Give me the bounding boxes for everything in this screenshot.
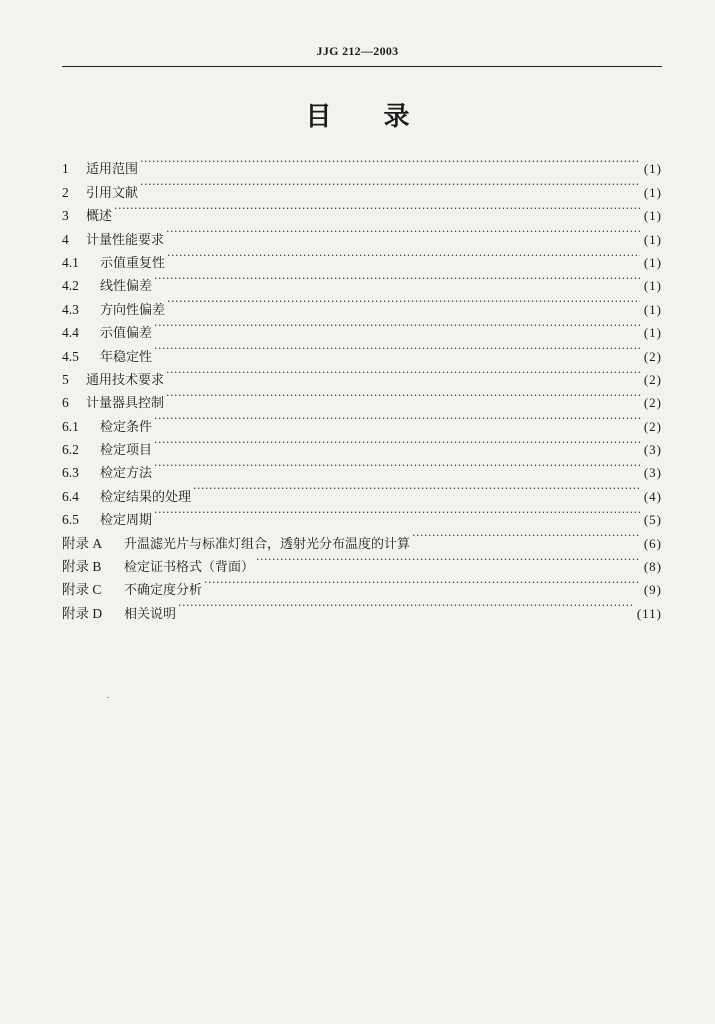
toc-entry-page: (1)	[643, 161, 662, 177]
toc-entry-number: 4	[62, 231, 69, 247]
toc-leader-dots	[412, 524, 640, 547]
toc-entry-number: 4.2	[62, 278, 79, 294]
toc-entry-label: 概述	[86, 209, 113, 225]
toc-leader-dots	[166, 384, 640, 407]
toc-leader-dots	[154, 407, 640, 430]
toc-entry-number: 1	[62, 161, 69, 177]
toc-leader-dots	[140, 150, 640, 173]
toc-entry-label: 计量性能要求	[86, 232, 165, 248]
toc-entry-number: 附录 B	[62, 559, 102, 575]
toc-entry-page: (2)	[643, 371, 662, 387]
toc-leader-dots	[204, 571, 640, 594]
toc-entry-label: 引用文献	[86, 185, 139, 201]
toc-entry-label: 通用技术要求	[86, 372, 165, 388]
toc-entry-label: 适用范围	[86, 162, 139, 178]
toc-entry-page: (9)	[643, 582, 662, 598]
toc-entry-page: (8)	[643, 559, 662, 575]
toc-leader-dots	[256, 548, 640, 571]
toc-entry-page: (2)	[643, 395, 662, 411]
toc-entry-label: 检定结果的处理	[100, 489, 192, 505]
toc-entry-page: (3)	[643, 465, 662, 481]
toc-entry-label: 检定方法	[100, 466, 153, 482]
toc-entry-page: (1)	[643, 184, 662, 200]
toc-leader-dots	[167, 244, 640, 267]
toc-entry-label: 线性偏差	[100, 279, 153, 295]
toc-leader-dots	[154, 267, 640, 290]
toc-entry-label: 检定周期	[100, 513, 153, 529]
toc-entry-number: 6.1	[62, 418, 79, 434]
toc-leader-dots	[154, 431, 640, 454]
toc-entry-number: 4.1	[62, 254, 79, 270]
toc-entry-page: (1)	[643, 208, 662, 224]
toc-entry-page: (11)	[636, 605, 662, 621]
toc-entry-page: (1)	[643, 301, 662, 317]
toc-entry-number: 6	[62, 395, 69, 411]
toc-leader-dots	[140, 173, 640, 196]
toc-entry-label: 不确定度分析	[124, 583, 203, 599]
toc-entry-label: 检定证书格式（背面）	[124, 560, 255, 576]
toc-leader-dots	[154, 454, 640, 477]
toc-leader-dots	[154, 501, 640, 524]
toc-entry-label: 升温滤光片与标准灯组合，透射光分布温度的计算	[124, 536, 411, 552]
toc-entry[interactable]	[62, 197, 662, 225]
toc-leader-dots	[166, 220, 640, 243]
toc-entry-number: 6.5	[62, 512, 79, 528]
toc-entry-label: 示值偏差	[100, 326, 153, 342]
toc-entry-page: (1)	[643, 278, 662, 294]
toc-entry-number: 6.3	[62, 465, 79, 481]
toc-entry-number: 5	[62, 371, 69, 387]
page-title: 目 录	[305, 102, 410, 132]
toc-entry-label: 检定条件	[100, 419, 153, 435]
toc-entry-label: 年稳定性	[100, 349, 153, 365]
toc-entry-number: 6.2	[62, 442, 79, 458]
toc-entry-page: (4)	[643, 488, 662, 504]
toc-entry-label: 计量器具控制	[86, 396, 165, 412]
toc-leader-dots	[166, 361, 640, 384]
toc-leader-dots	[154, 314, 640, 337]
toc-entry-number: 3	[62, 208, 69, 224]
toc-entry-page: (5)	[643, 512, 662, 528]
toc-entry-number: 4.4	[62, 325, 79, 341]
toc-entry-label: 相关说明	[124, 606, 177, 622]
toc-entry-number: 4.3	[62, 301, 79, 317]
toc-entry-page: (1)	[643, 325, 662, 341]
toc-entry-label: 检定项目	[100, 443, 153, 459]
toc-entry-number: 2	[62, 184, 69, 200]
toc-entry-label: 方向性偏差	[100, 302, 166, 318]
scan-speck	[107, 697, 109, 698]
toc-leader-dots	[154, 337, 640, 360]
toc-entry-number: 附录 A	[62, 535, 103, 551]
toc-entry-page: (3)	[643, 442, 662, 458]
toc-entry-number: 6.4	[62, 488, 79, 504]
toc-entry[interactable]	[62, 220, 662, 248]
toc-entry-number: 4.5	[62, 348, 79, 364]
toc-leader-dots	[178, 594, 633, 617]
table-of-contents	[62, 150, 662, 622]
standard-code-header: JJG 212—2003	[316, 44, 399, 58]
toc-entry-number: 附录 C	[62, 582, 102, 598]
toc-entry-page: (1)	[643, 231, 662, 247]
toc-entry-page: (2)	[643, 418, 662, 434]
toc-entry-page: (1)	[643, 254, 662, 270]
toc-entry-label: 示值重复性	[100, 255, 166, 271]
header-rule	[62, 66, 662, 67]
toc-leader-dots	[114, 197, 640, 220]
toc-entry[interactable]	[62, 173, 662, 201]
toc-entry[interactable]	[62, 150, 662, 178]
toc-entry-number: 附录 D	[62, 605, 103, 621]
toc-entry-page: (2)	[643, 348, 662, 364]
toc-leader-dots	[167, 290, 640, 313]
toc-entry-page: (6)	[643, 535, 662, 551]
toc-leader-dots	[193, 477, 640, 500]
